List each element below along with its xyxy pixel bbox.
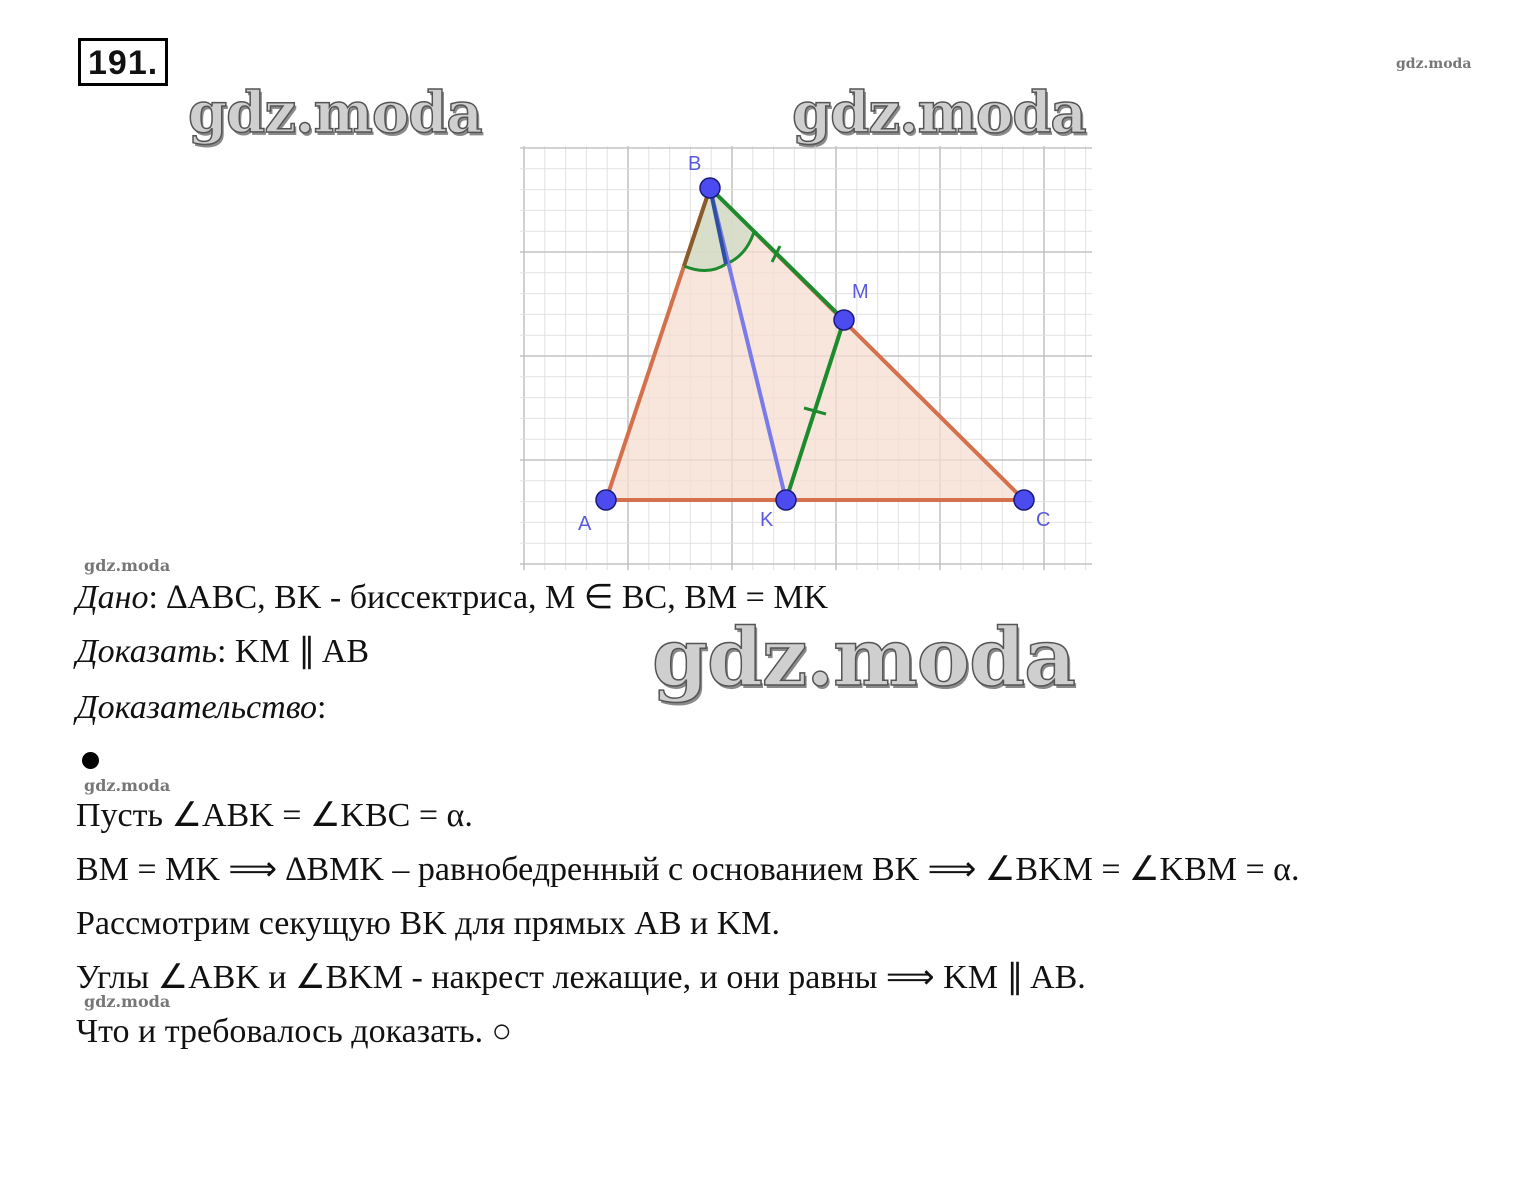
label-a: A	[578, 513, 592, 535]
watermark: gdz.moda	[652, 610, 1075, 704]
proof-step: Рассмотрим секущую BK для прямых AB и KM.	[76, 905, 780, 942]
watermark: gdz.moda	[188, 80, 482, 146]
label-c: C	[1036, 509, 1051, 531]
label-b: B	[688, 153, 702, 175]
prove-body: : KM ∥ AB	[216, 633, 370, 670]
proof-label: Доказательство	[76, 689, 318, 726]
bullet	[82, 752, 99, 769]
point-m	[834, 310, 854, 330]
point-a	[596, 490, 616, 510]
point-k	[776, 490, 796, 510]
proof-step: Пусть ∠ABK = ∠KBC = α.	[76, 797, 473, 834]
watermark: gdz.moda	[1396, 56, 1472, 72]
given-label: Дано	[76, 579, 149, 616]
watermark: gdz.moda	[84, 992, 171, 1011]
prove-line	[76, 632, 369, 672]
watermark: gdz.moda	[84, 776, 171, 795]
geometry-figure	[520, 146, 1092, 570]
problem-number: 191.	[78, 38, 168, 86]
label-m: M	[852, 281, 869, 303]
proof-colon: :	[317, 689, 327, 726]
point-c	[1014, 490, 1034, 510]
prove-label: Доказать	[76, 633, 217, 670]
given-body: : ∆ABC, BK - биссектриса, M ∈ BC, BM = MK	[148, 579, 829, 616]
proof-step: Углы ∠ABK и ∠BKM - накрест лежащие, и они равны ⟹ KM ∥ AB.	[76, 959, 1086, 996]
watermark: gdz.moda	[84, 556, 171, 575]
watermark: gdz.moda	[792, 80, 1086, 146]
proof-step: Что и требовалось доказать. ○	[76, 1013, 513, 1050]
proof-line	[76, 688, 326, 728]
label-k: K	[760, 509, 774, 531]
point-b	[700, 178, 720, 198]
proof-step: BM = MK ⟹ ∆BMK – равнобедренный с основанием BK ⟹ ∠BKM = ∠KBM = α.	[76, 851, 1300, 888]
